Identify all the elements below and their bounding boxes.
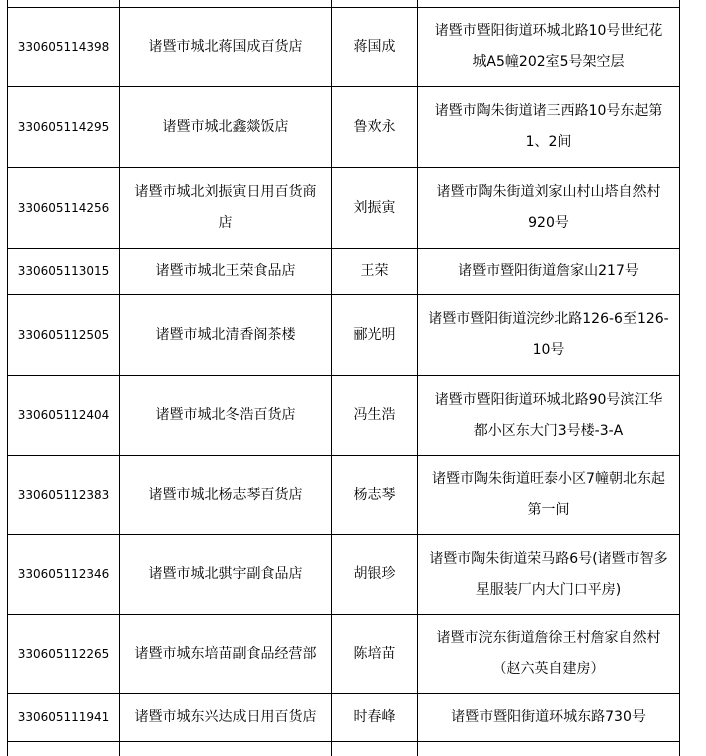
- business-address: 诸暨市暨阳街道环城北路90号滨江华都小区东大门3号楼-3-A: [418, 376, 680, 456]
- business-name: 诸暨市城北鑫燚饭店: [120, 87, 332, 168]
- business-name: 诸暨市城北清香阁茶楼: [120, 295, 332, 376]
- operator-name: 陈培苗: [332, 615, 418, 694]
- registration-number: 330605112404: [8, 376, 120, 456]
- operator-name: 王荣: [332, 249, 418, 295]
- table-row: [8, 295, 680, 376]
- registration-number: 330605112505: [8, 295, 120, 376]
- registration-number: 330605112383: [8, 456, 120, 535]
- business-address: 诸暨市暨阳街道浣纱北路126-6至126-10号: [418, 295, 680, 376]
- table-row: [8, 694, 680, 742]
- business-name: 诸暨市城北王荣食品店: [120, 249, 332, 295]
- operator-name: 时春峰: [332, 694, 418, 742]
- registration-number: 330605114256: [8, 168, 120, 249]
- business-name: 诸暨市城东兴达成日用百货店: [120, 694, 332, 742]
- business-address: 诸暨市浣东街道詹徐王村詹家自然村（赵六英自建房）: [418, 615, 680, 694]
- registration-number: 330605112346: [8, 535, 120, 615]
- business-address: 诸暨市暨阳街道环城北路10号世纪花城A5幢202室5号架空层: [418, 8, 680, 87]
- operator-name: 蒋国成: [332, 8, 418, 87]
- table-row: [8, 8, 680, 87]
- table-row: [8, 615, 680, 694]
- table-row: [8, 249, 680, 295]
- registration-number: 330605111941: [8, 694, 120, 742]
- operator-name: 鲁欢永: [332, 87, 418, 168]
- operator-name: 杨志琴: [332, 456, 418, 535]
- operator-name: 刘振寅: [332, 168, 418, 249]
- business-name: 诸暨市城东培苗副食品经营部: [120, 615, 332, 694]
- table-row: [8, 456, 680, 535]
- registration-number: 330605114295: [8, 87, 120, 168]
- table-row: [8, 376, 680, 456]
- business-address: 诸暨市暨阳街道环城东路730号: [418, 694, 680, 742]
- registration-number: 330605113015: [8, 249, 120, 295]
- record-table: [7, 0, 680, 756]
- business-name: 诸暨市城北刘振寅日用百货商店: [120, 168, 332, 249]
- registration-number: 330605112265: [8, 615, 120, 694]
- operator-name: 胡银珍: [332, 535, 418, 615]
- business-address: 诸暨市陶朱街道刘家山村山塔自然村920号: [418, 168, 680, 249]
- registration-number: 330605114398: [8, 8, 120, 87]
- business-address: 诸暨市陶朱街道旺泰小区7幢朝北东起第一间: [418, 456, 680, 535]
- business-address: 诸暨市陶朱街道荣马路6号(诸暨市智多星服装厂内大门口平房): [418, 535, 680, 615]
- business-address: 诸暨市陶朱街道诸三西路10号东起第1、2间: [418, 87, 680, 168]
- business-name: 诸暨市城北杨志琴百货店: [120, 456, 332, 535]
- operator-name: 郦光明: [332, 295, 418, 376]
- table-row-partial: [8, 0, 680, 8]
- record-table-container: [7, 0, 679, 756]
- business-name: 诸暨市城北骐宇副食品店: [120, 535, 332, 615]
- business-address: 诸暨市暨阳街道詹家山217号: [418, 249, 680, 295]
- business-name: 诸暨市城北冬浩百货店: [120, 376, 332, 456]
- business-name: 诸暨市城北蒋国成百货店: [120, 8, 332, 87]
- table-row: [8, 87, 680, 168]
- table-row: [8, 168, 680, 249]
- operator-name: 冯生浩: [332, 376, 418, 456]
- table-row: [8, 535, 680, 615]
